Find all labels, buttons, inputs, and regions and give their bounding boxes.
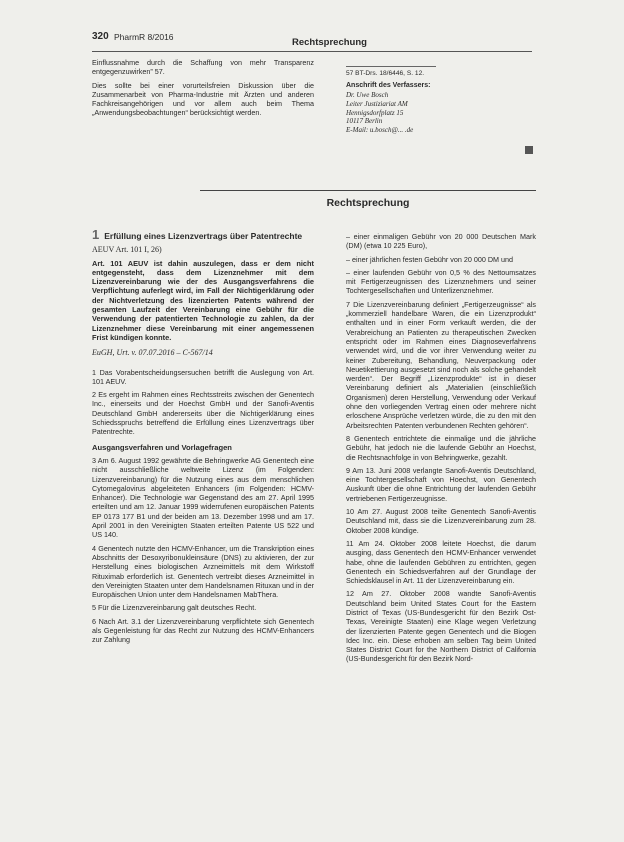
footnote: 57 BT-Drs. 18/6446, S. 12. [346,66,436,78]
section-banner [200,190,536,212]
paragraph: 9 Am 13. Juni 2008 verlangte Sanofi-Aventis Deutschland, eine Tochtergesellschaft von Hoechst, von Genentech Auskunft über die ohne Entrichtung der laufenden Gebühr vertriebenen Fertigerzeugnisse. [346,465,536,503]
paragraph: 5 Für die Lizenzvereinbarung galt deutsches Recht. [92,603,257,613]
paragraph: Dies sollte bei einer vorurteilsfreien Diskussion über die Zusammenarbeit von Pharma-Industrie mit Ärzten und anderen Fachkreisangehörigen und vor allem auch beim Thema „Anwendungsbeobachtungen“ berücksichtigt werden. [92,80,314,118]
journal-name: PharmR 8/2016 [114,32,174,42]
subheading: Ausgangsverfahren und Vorlagefragen [92,442,232,452]
paragraph: 6 Nach Art. 3.1 der Lizenzvereinbarung verpflichtete sich Genentech als Gegenleistung für das Recht zur Nutzung des HCMV-Enhancers zur Zahlung [92,616,314,645]
author-line: 10117 Berlin [346,117,383,126]
banner-title: Rechtsprechung [326,197,410,209]
headnote: Art. 101 AEUV ist dahin auszulegen, dass er dem nicht entgegensteht, dass dem Lizenznehmer mit dem Lizenzvereinbarung wie der des Ausgangsverfahrens die Verpflichtung auferlegt wird, im Fall der Nichtigerklärung oder der Nichtverletzung des lizenzierten Patents während der gesamten Laufzeit der Vereinbarung eine Gebühr für die Verwendung der patentierten Technologie zu zahlen, da der Lizenznehmer diese Vereinbarung mit einer angemessenen Frist kündigen konnte. [92,258,314,342]
page-number: 320 [92,31,109,42]
paragraph: 12 Am 27. Oktober 2008 wandte Sanofi-Aventis Deutschland beim United States Court for the Eastern District of Texas (US-Bundesgericht für den Bezirk Ost-Texas, Vereinigte Staaten) eine Klage wegen Verletzung der lizenzierten Patente gegen Genentech und die Biogen Idec Inc. ein. Diese erhoben am selben Tag beim United States District Court for the Northern District of California (US-Bundesgericht für den Bezirk Nord- [346,589,536,664]
author-address [346,82,536,135]
paragraph: 8 Genentech entrichtete die einmalige und die jährliche Gebühr, hat jedoch nie die laufende Gebühr an Hoechst, die Rechtsnachfolge in von Behringwerke, gezahlt. [346,433,536,462]
paragraph: 10 Am 27. August 2008 teilte Genentech Sanofi-Aventis Deutschland mit, dass sie die Lizenzvereinbarung zum 28. Oktober 2008 kündige. [346,507,536,535]
paragraph: 4 Genentech nutzte den HCMV-Enhancer, um die Transkription eines Abschnitts der Desoxyribonukleinsäure (DNS) zu aktivieren, der zur Herstellung eines biologischen Arzneimittels mit dem Wirkstoff Rituximab erforderlich ist. Genentech vertreibt dieses Arzneimittel in den Vereinigten Staaten unter dem Handelsnamen Rituxan und in der Europäischen Union unter dem Handelsnamen MabThera. [92,543,314,600]
paragraph: 7 Die Lizenzvereinbarung definiert „Fertigerzeugnisse“ als „kommerziell handelbare Waren, die ein Lizenzprodukt“ enthalten und in einer Form verkauft werden, die der Verabreichung an Patienten zu therapeutischen Zwecken entspricht oder im Rahmen eines Diagnoseverfahrens verwendet wird, und die vor ihrer Verwendung weiter zu keiner Zubereitung, Behandlung, Neuverpackung oder Neuetikettierung ausgesetzt sind noch als solche gehandelt werden“. Der Begriff „Lizenzprodukte“ ist in dieser Vereinbarung definiert als „Materialien (einschließlich Organismen) deren Herstellung, Verwendung oder Verkauf ohne den vorliegenden Vertrag einen oder mehrere nicht erloschene Ansprüche verletzen würde, die zu den mit den Arbeitsrechten Patenten verbundenen Rechten gehören“. [346,299,536,430]
legal-reference: AEUV Art. 101 I, 26) [92,245,162,255]
author-line: Leiter Justiziariat AM [346,99,408,108]
paragraph: 1 Das Vorabentscheidungsersuchen betrifft die Auslegung von Art. 101 AEUV. [92,367,314,386]
paragraph: Einflussnahme durch die Schaffung von mehr Transparenz entgegenzuwirken” 57. [92,58,314,77]
case-title: Erfüllung eines Lizenzvertrags über Patentrechte [104,231,303,241]
paragraph: 3 Am 6. August 1992 gewährte die Behringwerke AG Genentech eine nicht ausschließliche weltweite Lizenz (im Folgenden: Lizenzvereinbarung) für die Nutzung eines aus dem menschlichen Cytomegalovirus abgeleiteten Enhancers (im Folgenden: HCMV-Enhancer). Die Technologie war Gegenstand des am 27. April 1995 erteilten und am 12. Januar 1999 widerrufenen europäischen Patents EP 0173 177 B1 und der beiden am 13. Dezember 1998 und am 17. April 2001 in den Vereinigten Staaten erteilten Patente US 522 und US 140. [92,455,314,540]
paragraph: – einer laufenden Gebühr von 0,5 % des Nettoumsatzes mit Fertigerzeugnissen des Lizenznehmers und seiner Tochtergesellschaften und Unterlizenznehmer. [346,267,536,296]
header-rule [92,51,532,52]
top-left-column [92,58,314,122]
paragraph: 2 Es ergeht im Rahmen eines Rechtsstreits zwischen der Genentech Inc., einerseits und der Hoechst GmbH und der Sanofi-Aventis Deutschland GmbH andererseits über die Nichtigerklärung eines Schiedsspruchs betreffend die Erfüllung eines Lizenzvertrags über Patentrechte. [92,390,314,437]
case-number: 1 [92,227,100,242]
section-title: Rechtsprechung [292,37,367,48]
court-source: EuGH, Urt. v. 07.07.2016 – C-567/14 [92,348,213,358]
author-label: Anschrift des Verfassers: [346,82,431,90]
author-line: E-Mail: u.bosch@... .de [346,126,414,135]
top-right-column [346,66,536,135]
end-mark-square [525,146,533,154]
case-left-column [92,227,314,649]
paragraph: 11 Am 24. Oktober 2008 leitete Hoechst, die darum ausging, dass Genentech den HCMV-Enhancer verwendet habe, ohne die laufenden Gebühren zu entrichten, gegen Genentech ein Schiedsverfahren auf der Grundlage der Schiedsklausel in Art. 11 der Lizenzvereinbarung ein. [346,538,536,586]
author-line: Dr. Uwe Bosch [346,91,389,100]
case-heading [92,227,314,242]
paragraph: – einer einmaligen Gebühr von 20 000 Deutschen Mark (DM) (etwa 10 225 Euro), [346,232,536,251]
banner-rule [200,190,536,191]
running-header [92,31,532,49]
case-right-column [346,232,536,668]
author-line: Hennigsdorfplatz 15 [346,108,404,117]
paragraph: – einer jährlichen festen Gebühr von 20 000 DM und [346,254,514,264]
